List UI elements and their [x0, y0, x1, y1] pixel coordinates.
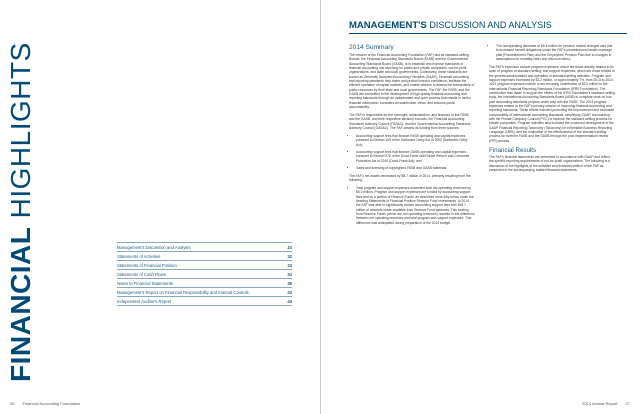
toc-label: Management's Report on Financial Responsibility and Internal Controls — [117, 289, 249, 295]
toc-page: 44 — [287, 298, 292, 304]
left-footer — [10, 401, 80, 406]
bullet-list — [349, 134, 475, 170]
section-heading — [349, 20, 627, 34]
list-item: • Accounting support fees that finance GASB operating and capital expenses pursuant to Section 978 of the Dodd-Frank Wall Street Reform and Consumer Protection Act of 2010 (Dodd-Frank Act); and — [356, 150, 475, 163]
toc-item[interactable] — [117, 278, 292, 287]
heading-rest: DISCUSSION AND ANALYSIS — [429, 20, 552, 30]
bullet-list — [489, 44, 615, 61]
paragraph: The FAF's financial statements are presented in accordance with GAAP and reflect the specific reporting requirements of not-for-profit organizations. The following is a discussion of the highlights of the activities and financial position of the FAF as presented in the accompanying audited financial statements. — [489, 155, 610, 173]
paragraph: The mission of the Financial Accounting Foundation (FAF) and its standard-setting Boards, the Financial Accounting Standards Board (FASB) and the Governmental Accounting Standards Board (GASB), is to establish and improve standards of financial accounting and reporting for public and private companies, not-for-profit organizations, and state and local governments. Collectively, these standards are known as Generally Accepted Accounting Principles (GAAP). Financial accounting and reporting standards help foster and protect investor confidence; facilitate the efficient operation of capital markets, and enable citizens to assess the stewardship of public resources by their state and local governments. The FAF, the FASB, and the GASB are committed to the development of high-quality financial accounting and reporting standards through an independent and open process that results in useful financial information, considers all stakeholder views, and ensures public accountability. — [349, 53, 475, 110]
toc-page: 43 — [287, 289, 292, 295]
toc-page: 35 — [287, 280, 292, 286]
vertical-title-light: HIGHLIGHTS — [5, 42, 36, 227]
toc-page: 24 — [287, 244, 292, 250]
vertical-title — [6, 42, 36, 382]
vertical-title-bold: FINANCIAL — [5, 226, 36, 382]
toc-item[interactable] — [117, 269, 292, 278]
toc-page: 33 — [287, 262, 292, 268]
toc-label: Statements of Financial Position — [117, 262, 177, 268]
toc-page: 34 — [287, 271, 292, 277]
toc-item[interactable] — [117, 260, 292, 269]
right-page-number: 27 — [625, 401, 630, 406]
text-column-1 — [349, 44, 475, 229]
summary-title: 2014 Summary — [349, 44, 394, 51]
toc-label: Statements of Cash Flows — [117, 271, 166, 277]
toc-label: Independent Auditor's Report — [117, 298, 172, 304]
financial-results-title: Financial Results — [489, 146, 537, 154]
paragraph: The FAF's expenses include program expenses, which are those directly related to its span of program of standard setting, and support expenses, which are those related to the general administration and operation of standard-setting activities. Program and support expenses increased by $3.2 million, or approximately 7%, from 2013 to 2014. 2014 program expenses include a non-recurring contribution of $2.0 million to the International Financial Reporting Standards Foundation (IFRS Foundation). The contribution was made to support the efforts of the IFRS Foundation's standard-setting body, the International Accounting Standards Board (IASB) to complete work on four joint accounting standards projects under way with the FASB. The 2014 program expenses related to the FAF's primary mission of improving financial accounting and reporting standards. These efforts included promoting the improvement and increased comparability of international accounting standards, simplifying GAAP, and working with the Private Company Council (PCC) to improve the standard-setting process for private companies. Program activities also included the continued development of the GAAP Financial Reporting Taxonomy (Taxonomy) for eXtensible Business Reporting Language (XBRL) and the evaluation of the effectiveness of the standard-setting process for both the FASB and the GASB through the post-implementation review (PIR) process. — [489, 64, 615, 143]
left-footer-text: Financial Accounting Foundation — [22, 401, 81, 406]
toc-item[interactable] — [117, 287, 292, 296]
text-column-2 — [489, 44, 615, 176]
table-of-contents — [117, 242, 292, 306]
right-page — [320, 0, 640, 414]
toc-label: Management's Discussion and Analysis — [117, 244, 191, 250]
toc-item[interactable] — [117, 251, 292, 260]
paragraph: The FAF is responsible for the oversight, administration, and finances of the FASB and the GASB, and their respective advisory councils, the Financial Accounting Standards Advisory Council (FASAC), and the Governmental Accounting Standards Advisory Council (GASAC). The FAF obtains its funding from three sources: — [349, 112, 471, 130]
toc-item[interactable] — [117, 242, 292, 251]
right-footer — [582, 401, 630, 406]
toc-item[interactable] — [117, 296, 292, 306]
list-item: • Sales and licensing of copyrighted FASB and GASB materials. — [356, 166, 475, 170]
toc-label: Statements of Activities — [117, 253, 161, 259]
toc-page: 32 — [287, 253, 292, 259]
right-footer-text: 2014 Annual Report — [582, 401, 618, 406]
list-item: • Total program and support expenses exceeded total net operating revenues by $5.3 million. Program and support expenses are funded by accounting support fees and by a portion of Reserve Funds, as described more fully below under the heading Statements of Financial Position Reserve Fund Investments. In 2014, the FAF was able to significantly reduce accounting support fees with $18.7 million of amounts made available from Reserve Fund balances. This funding from Reserve Funds (which are not operating revenues) resulted in the difference between net operating revenues and total program and support expenses. This difference was anticipated during preparation of the 2014 budget. — [356, 186, 475, 225]
left-page-number: 26 — [10, 401, 15, 406]
paragraph: The FAF's net assets decreased by $5.7 million in 2014, primarily resulting from the following: — [349, 173, 471, 183]
heading-bold: MANAGEMENT'S — [349, 20, 430, 31]
list-item: • Accounting support fees that finance FASB operating and capital expenses pursuant to Section 109 of the Sarbanes-Oxley Act of 2002 (Sarbanes-Oxley Act); — [356, 134, 475, 147]
bullet-list — [349, 186, 475, 225]
list-item: • The nonoperating decrease of $5.4 million for pension related changes was due to increased benefit obligations under the FAF's postretirement health coverage plan (Postretirement Plan) and the Employees' Pension Plan due to changes in assumptions for mortality rates and discount rates). — [496, 44, 615, 61]
toc-label: Notes to Financial Statements — [117, 280, 173, 286]
